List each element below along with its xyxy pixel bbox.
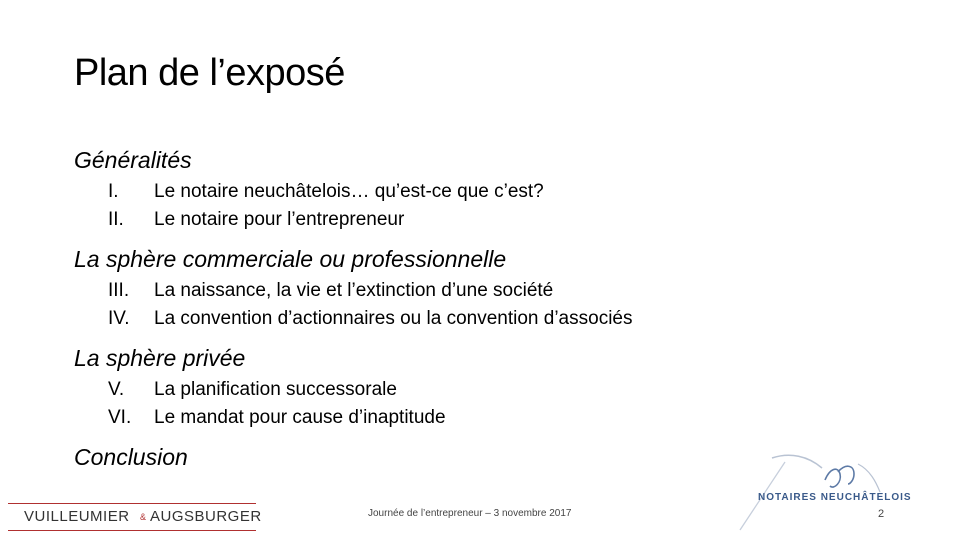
section-items [74,277,834,333]
section-sphere-commerciale [74,244,834,333]
list-item [74,404,834,432]
item-text: Le notaire neuchâtelois… qu’est-ce que c’est? [154,181,544,202]
footer-event-text: Journée de l’entrepreneur – 3 novembre 2017 [368,508,572,519]
item-text: Le notaire pour l’entrepreneur [154,209,405,230]
logo-top-rule [8,503,256,504]
logo-name-2: AUGSBURGER [150,508,262,525]
vuilleumier-augsburger-logo [8,503,262,531]
slide-title: Plan de l’exposé [74,52,345,94]
brand-text: NOTAIRES NEUCHÂTELOIS [758,492,912,503]
item-number: II. [108,209,124,230]
item-text: Le mandat pour cause d’inaptitude [154,407,446,428]
item-number: III. [108,280,130,301]
item-text: La convention d’actionnaires ou la convention d’associés [154,308,633,329]
logo-name-1: VUILLEUMIER [24,508,130,525]
list-item [74,305,834,333]
section-sphere-privee [74,343,834,432]
item-number: IV. [108,308,130,329]
section-items [74,376,834,432]
logo-bottom-rule [8,530,256,531]
page-number: 2 [878,508,885,520]
section-heading: Généralités [74,147,192,173]
section-heading: Conclusion [74,444,188,470]
item-number: V. [108,379,125,400]
list-item [74,178,834,206]
item-number: VI. [108,407,132,428]
item-text: La planification successorale [154,379,397,400]
logo-separator: & [140,512,147,522]
section-conclusion [74,442,834,472]
item-text: La naissance, la vie et l’extinction d’une société [154,280,554,301]
agenda-list [74,145,834,472]
notaires-neuchatelois-logo [730,450,950,535]
section-items [74,178,834,234]
section-generalites [74,145,834,234]
list-item [74,277,834,305]
section-heading: La sphère commerciale ou professionnelle [74,246,507,272]
section-heading: La sphère privée [74,345,246,371]
list-item [74,206,834,234]
list-item [74,376,834,404]
item-number: I. [108,181,119,202]
